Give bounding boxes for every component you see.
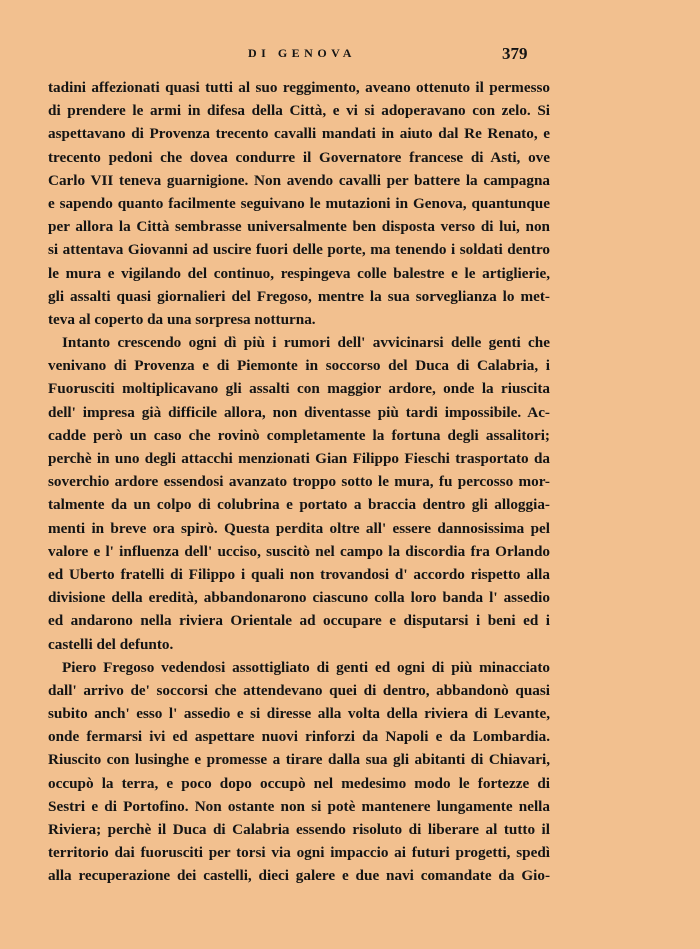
body-text xyxy=(48,76,550,888)
text-line: Riviera; perchè il Duca di Calabria essendo risoluto di liberare al tutto il xyxy=(48,821,550,838)
text-line: trecento pedoni che dovea condurre il Governatore francese di Asti, ove xyxy=(48,148,550,166)
text-line: onde fermarsi ivi ed aspettare nuovi rinforzi da Napoli e da Lombardia. xyxy=(48,728,550,746)
text-line: valore e l' influenza dell' ucciso, suscitò nel campo la discordia fra Orlando xyxy=(48,542,550,560)
text-line: subito anch' esso l' assedio e si diresse alla volta della riviera di Levante, xyxy=(48,705,550,723)
paragraph-start-line: Intanto crescendo ogni dì più i rumori dell' avvicinarsi delle genti che xyxy=(62,334,550,352)
text-line: gli assalti quasi giornalieri del Fregoso, mentre la sua sorveglianza lo met- xyxy=(48,287,550,305)
text-line: dall' arrivo de' soccorsi che attendevano quei di dentro, abbandonò quasi xyxy=(48,681,550,699)
text-line: si attentava Giovanni ad uscire fuori delle porte, ma tenendo i soldati dentro xyxy=(48,241,550,259)
text-line: le mura e vigilando del continuo, respingeva colle balestre e le artiglierie, xyxy=(48,264,550,282)
text-line: alla recuperazione dei castelli, dieci galere e due navi comandate da Gio- xyxy=(48,867,550,885)
text-line: castelli del defunto. xyxy=(48,635,174,653)
text-line: Riuscito con lusinghe e promesse a tirare dalla sua gli abitanti di Chiavari, xyxy=(48,751,550,769)
text-line: di prendere le armi in difesa della Città, e vi si adoperavano con zelo. Si xyxy=(48,102,550,120)
text-line: ed andarono nella riviera Orientale ad occupare e disputarsi i beni ed i xyxy=(48,612,550,630)
text-line: teva al coperto da una sorpresa notturna. xyxy=(48,310,316,328)
text-line: soverchio ardore essendosi avanzato troppo sotto le mura, fu percosso mor- xyxy=(48,473,550,491)
text-line: e sapendo quanto facilmente seguivano le mutazioni in Genova, quantunque xyxy=(48,194,550,212)
running-head xyxy=(0,44,700,68)
text-line: divisione della eredità, abbandonarono ciascuno colla loro banda l' assedio xyxy=(48,589,550,607)
text-line: perchè in uno degli attacchi menzionati Gian Filippo Fieschi trasportato da xyxy=(48,450,550,467)
text-line: aspettavano di Provenza trecento cavalli mandati in aiuto dal Re Renato, e xyxy=(48,125,550,143)
text-line: Sestri e di Portofino. Non ostante non si potè mantenere lungamente nella xyxy=(48,797,550,815)
running-title: DI GENOVA xyxy=(248,46,356,60)
text-line: Carlo VII teneva guarnigione. Non avendo cavalli per battere la campagna xyxy=(48,171,550,189)
text-line: ed Uberto fratelli di Filippo i quali non trovandosi d' accordo rispetto alla xyxy=(48,565,550,583)
page-number: 379 xyxy=(502,44,528,63)
text-line: per allora la Città sembrasse universalmente ben disposta verso di lui, non xyxy=(48,218,550,236)
text-line: occupò la terra, e poco dopo occupò nel medesimo modo le fortezze di xyxy=(48,774,550,792)
text-line: cadde però un caso che rovinò completamente la fortuna degli assalitori; xyxy=(48,426,550,444)
text-line: talmente da un colpo di colubrina e portato a braccia dentro gli alloggia- xyxy=(48,496,550,514)
text-line: tadini affezionati quasi tutti al suo reggimento, aveano ottenuto il permesso xyxy=(48,79,550,96)
text-line: dell' impresa già difficile allora, non diventasse più tardi impossibile. Ac- xyxy=(48,403,550,421)
paragraph-start-line: Piero Fregoso vedendosi assottigliato di genti ed ogni di più minacciato xyxy=(62,658,550,676)
text-line: territorio dai fuorusciti per torsi via ogni impaccio ai futuri progetti, spedì xyxy=(48,844,550,862)
text-line: venivano di Provenza e di Piemonte in soccorso del Duca di Calabria, i xyxy=(48,357,550,375)
text-line: menti in breve ora spirò. Questa perdita oltre all' essere dannosissima pel xyxy=(48,519,550,537)
text-line: Fuorusciti moltiplicavano gli assalti con maggior ardore, onde la riuscita xyxy=(48,380,550,398)
